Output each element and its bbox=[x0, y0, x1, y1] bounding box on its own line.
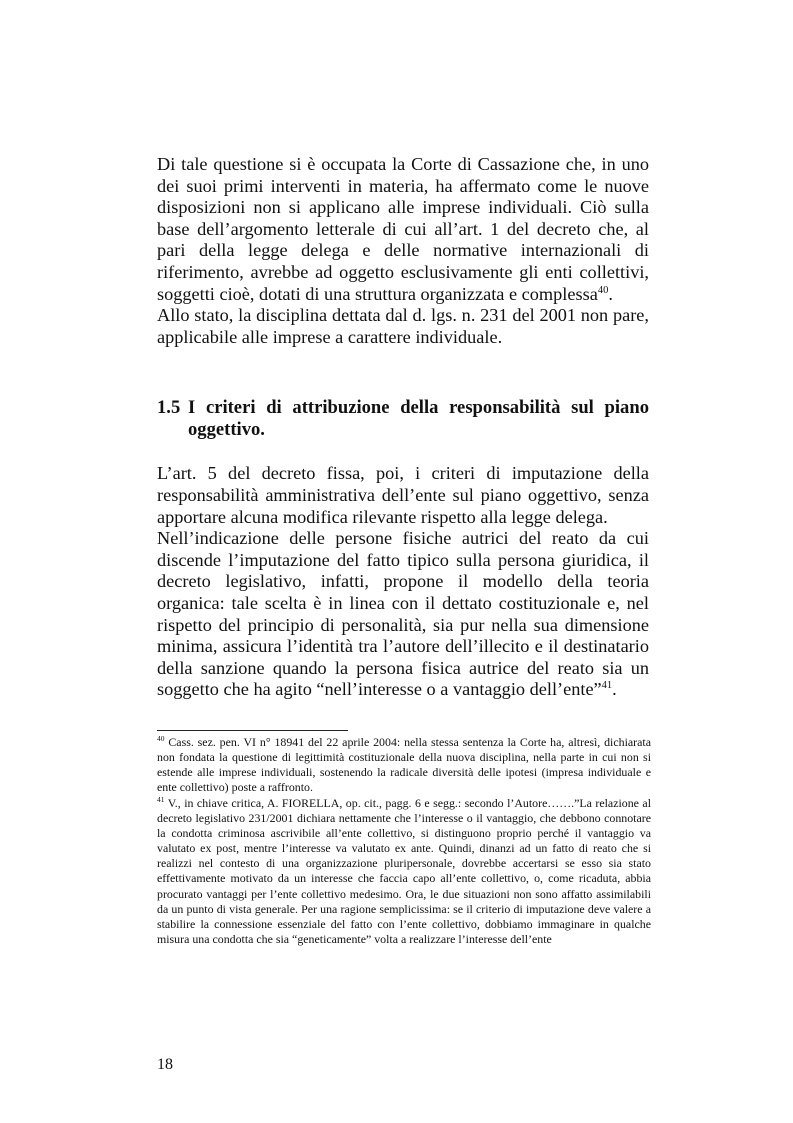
body-paragraph-text: Di tale questione si è occupata la Corte di Cassazione che, in uno dei suoi primi interventi in materia, ha affermato come le nuove disposizioni non si applicano alle imprese individuali. Ciò sulla base dell’argomento letterale di cui all’art. 1 del decreto che, al pari della legge delega e delle normative internazionali di riferimento, avrebbe ad oggetto esclusivamente gli enti collettivi, soggetti cioè, dotati di una struttura organizzata e complessa bbox=[157, 154, 649, 304]
footnotes bbox=[157, 735, 651, 947]
section-number: 1.5 bbox=[157, 397, 181, 419]
page-content bbox=[157, 154, 649, 701]
footnote-marker: 41 bbox=[157, 794, 165, 804]
body-paragraph: Allo stato, la disciplina dettata dal d. lgs. n. 231 del 2001 non pare, applicabile alle imprese a carattere individuale. bbox=[157, 305, 649, 347]
footnote bbox=[157, 735, 651, 796]
section-body bbox=[157, 463, 649, 701]
body-paragraph-text: Nell’indicazione delle persone fisiche autrici del reato da cui discende l’imputazione del fatto tipico sulla persona giuridica, il decreto legislativo, infatti, propone il modello della teoria organica: tale scelta è in linea con il dettato costituzionale e, nel rispetto del principio di personalità, sia pur nella sua dimensione minima, assicura l’identità tra l’autore dell’illecito e il destinatario della sanzione quando la persona fisica autrice del reato sia un soggetto che ha agito “nell’interesse o a vantaggio dell’ente” bbox=[157, 528, 649, 700]
footnote-separator bbox=[157, 730, 348, 731]
body-paragraph bbox=[157, 528, 649, 701]
footnote-text: Cass. sez. pen. VI n° 18941 del 22 aprile 2004: nella stessa sentenza la Corte ha, altresì, dichiarata non fondata la questione di legittimità costituzionale della nuova disciplina, nella parte in cui non si estende alle imprese individuali, sostenendo la radicale diversità delle ipotesi (impresa individuale e ente collettivo) poste a raffronto. bbox=[157, 735, 651, 795]
footnote-text: V., in chiave critica, A. FIORELLA, op. cit., pagg. 6 e segg.: secondo l’Autore…….”La relazione al decreto legislativo 231/2001 dichiara nettamente che l’interesse o il vantaggio, che debbono connotare la condotta criminosa ascrivibile all’ente collettivo, si distinguono proprio perché il vantaggio va valutato ex post, mentre l’interesse va valutato ex ante. Quindi, dinanzi ad un fatto di reato che si realizzi nel contesto di una organizzazione pluripersonale, dovrebbe accertarsi se esso sia stato effettivamente motivato da un interesse che faccia capo all’ente collettivo, o, come ricaduta, abbia procurato vantaggi per l’ente collettivo medesimo. Ora, le due situazioni non sono affatto assimilabili da un punto di vista generale. Per una ragione semplicissima: se il criterio di imputazione deve valere a stabilire la connessione essenziale del fatto con l’ente collettivo, dobbiamo immaginare in qualche misura una condotta che sia “geneticamente” volta a realizzare l’interesse dell’ente bbox=[157, 795, 651, 947]
section-title: I criteri di attribuzione della responsabilità sul piano oggettivo. bbox=[188, 397, 649, 441]
footnote-marker: 40 bbox=[157, 734, 165, 743]
footnote bbox=[157, 796, 651, 948]
footnote-reference: 41 bbox=[601, 680, 613, 692]
body-paragraph: L’art. 5 del decreto fissa, poi, i criteri di imputazione della responsabilità amministrativa dell’ente sul piano oggettivo, senza apportare alcuna modifica rilevante rispetto alla legge delega. bbox=[157, 463, 649, 527]
body-paragraph bbox=[157, 154, 649, 305]
paragraph-end: . bbox=[612, 679, 617, 700]
paragraph-end: . bbox=[608, 283, 613, 304]
footnote-reference: 40 bbox=[597, 284, 609, 296]
section-heading bbox=[157, 397, 649, 441]
page-number: 18 bbox=[157, 1056, 173, 1073]
